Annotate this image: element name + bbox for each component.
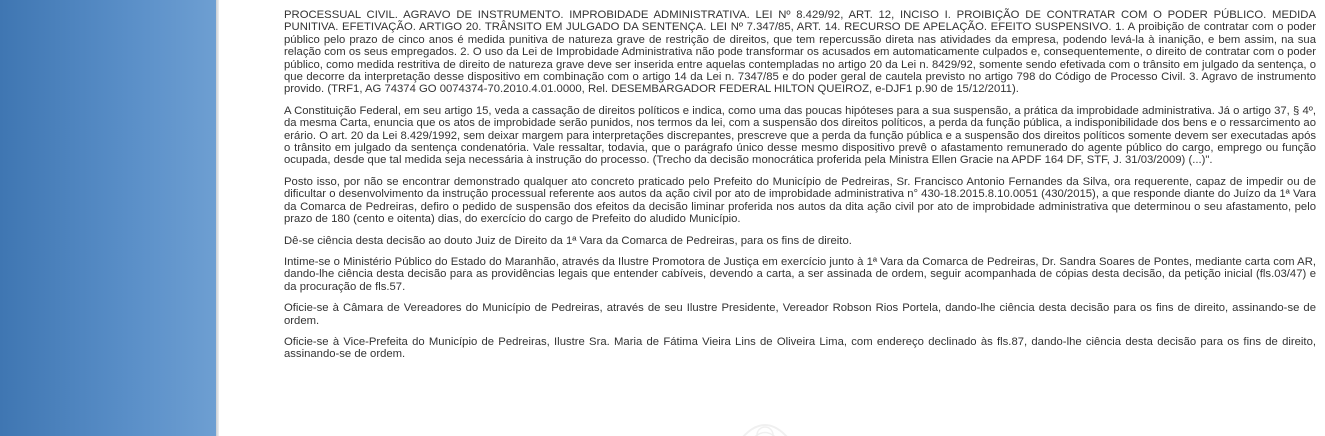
paragraph-constitution-excerpt: A Constituição Federal, em seu artigo 15, veda a cassação de direitos políticos e indica, como uma das poucas hipóteses para a sua suspensão, a prática da improbidade administrativa. Já o artigo 37, § 4º, da mesma Carta, enuncia que os atos de improbidade serão punidos, nos termos da lei, com a suspensão dos direitos políticos, a perda da função pública, a indisponibilidade dos bens e o ressarcimento ao erário. O art. 20 da Lei 8.429/1992, sem deixar margem para interpretações discrepantes, prescreve que a perda da função pública e a suspensão dos direitos políticos somente devem ser executadas após o trânsito em julgado da sentença condenatória. Vale ressaltar, todavia, que o parágrafo único desse mesmo dispositivo prevê o afastamento remunerado do agente público do cargo, emprego ou função ocupada, desde que tal medida seja necessária à instrução do processo. (Trecho da decisão monocrática proferida pela Ministra Ellen Gracie na APDF 164 DF, STF, J. 31/03/2009) (...)". <box>284 104 1316 167</box>
paragraph-notify-judge: Dê-se ciência desta decisão ao douto Juiz de Direito da 1ª Vara da Comarca de Pedreiras, para os fins de direito. <box>284 234 852 247</box>
document-body <box>284 9 1316 370</box>
page-edge-divider <box>216 0 219 436</box>
paragraph-decision: Posto isso, por não se encontrar demonstrado qualquer ato concreto praticado pelo Prefeito do Município de Pedreiras, Sr. Francisco Antonio Fernandes da Silva, ora requerente, capaz de impedir ou de dificultar o desenvolvimento da instrução processual referente aos autos da ação civil por ato de improbidade administrativa n° 430-18.2015.8.10.0051 (430/2015), a que responde diante do Juízo da 1ª Vara da Comarca de Pedreiras, defiro o pedido de suspensão dos efeitos da decisão liminar proferida nos autos da dita ação civil por ato de improbidade administrativa que determinou o seu afastamento, pelo prazo de 180 (cento e oitenta) dias, do exercício do cargo de Prefeito do aludido Município. <box>284 175 1316 226</box>
paragraph-notify-vice-mayor: Oficie-se à Vice-Prefeita do Município de Pedreiras, Ilustre Sra. Maria de Fátima Vieira Lins de Oliveira Lima, com endereço declinado às fls.87, dando-lhe ciência desta decisão para os fins de direito, assinando-se de ordem. <box>284 335 1316 361</box>
watermark-seal-icon <box>720 395 810 436</box>
paragraph-notify-prosecutor: Intime-se o Ministério Público do Estado do Maranhão, através da Ilustre Promotora de Justiça em exercício junto à 1ª Vara da Comarca de Pedreiras, Dr. Sandra Soares de Pontes, mediante carta com AR, dando-lhe ciência desta decisão para as providências legais que entender cabíveis, devendo a carta, a ser assinada de ordem, seguir acompanhada de cópias desta decisão, da petição inicial (fls.03/47) e da procuração de fls.57. <box>284 255 1316 293</box>
paragraph-notify-council: Oficie-se à Câmara de Vereadores do Município de Pedreiras, através de seu Ilustre Presidente, Vereador Robson Rios Portela, dando-lhe ciência desta decisão para os fins de direito, assinando-se de ordem. <box>284 302 1316 327</box>
paragraph-jurisprudence-trf1: PROCESSUAL CIVIL. AGRAVO DE INSTRUMENTO. IMPROBIDADE ADMINISTRATIVA. LEI Nº 8.429/92, ART. 12, INCISO I. PROIBIÇÃO DE CONTRATAR COM O PODER PÚBLICO. MEDIDA PUNITIVA. EFETIVAÇÃO. ARTIGO 20. TRÂNSITO EM JULGADO DA SENTENÇA. LEI Nº 7.347/85, ART. 14. RECURSO DE APELAÇÃO. EFEITO SUSPENSIVO. 1. A proibição de contratar com o poder público pelo prazo de cinco anos é medida punitiva de natureza grave de restrição de direitos, que tem repercussão direta nas atividades da empresa, podendo levá-la à inanição, e bem assim, na sua relação com os seus empregados. 2. O uso da Lei de Improbidade Administrativa não pode transformar os acusados em automaticamente culpados e, consequentemente, o direito de contratar com o poder público, como medida restritiva de direito de natureza grave deve ser inserida entre aquelas contempladas no artigo 20 da Lei n. 8429/92, somente sendo efetivada com o trânsito em julgado da sentença, o que decorre da interpretação desse dispositivo em combinação com o artigo 14 da Lei n. 7347/85 e do poder geral de cautela previsto no artigo 798 do Código de Processo Civil. 3. Agravo de instrumento provido. (TRF1, AG 74374 GO 0074374-70.2010.4.01.0000, Rel. DESEMBARGADOR FEDERAL HILTON QUEIROZ, e-DJF1 p.90 de 15/12/2011). <box>284 9 1316 96</box>
left-sidebar-band <box>0 0 217 436</box>
